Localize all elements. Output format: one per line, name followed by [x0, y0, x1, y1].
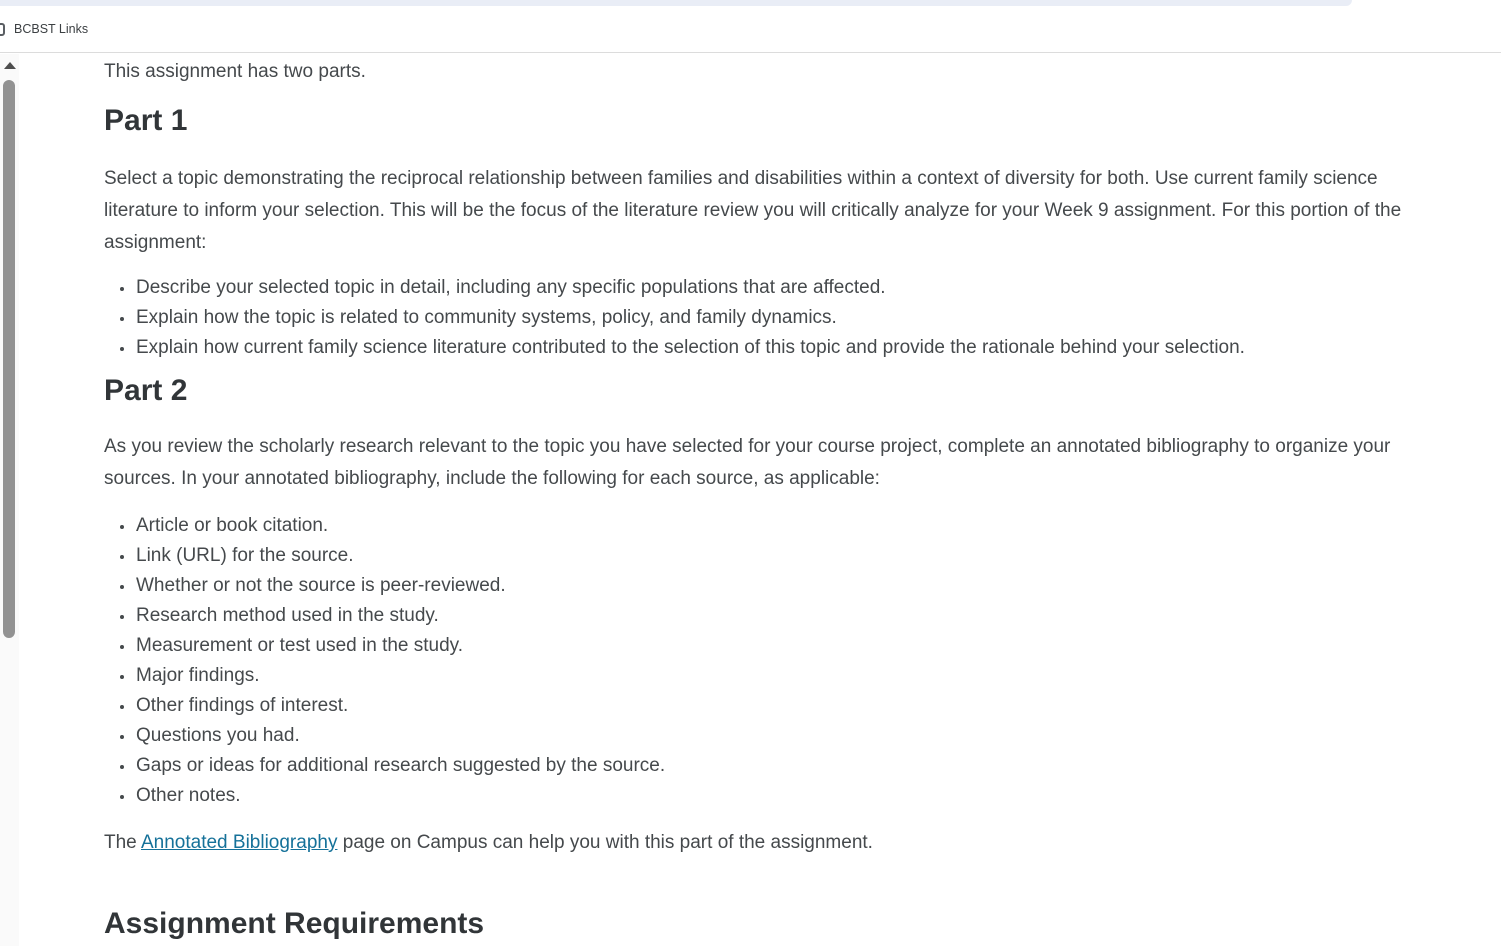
list-item: • Gaps or ideas for additional research suggested by the source. — [135, 751, 1438, 781]
part1-heading: Part 1 — [104, 104, 188, 137]
intro-paragraph: This assignment has two parts. — [104, 61, 366, 82]
campus-note-suffix: page on Campus can help you with this part of the assignment. — [337, 832, 873, 853]
part1-paragraph: Select a topic demonstrating the reciprocal relationship between families and disabilities within a context of diversity for both. Use current family science literature to inform your selection. This will be the focus of the literature review you will critically analyze for your Week 9 assignment. For this portion of the assignment: — [104, 168, 1402, 253]
list-item: • Research method used in the study. — [135, 601, 1438, 631]
scroll-up-arrow-icon[interactable] — [4, 62, 16, 69]
list-item: • Other findings of interest. — [135, 691, 1438, 721]
list-item: • Whether or not the source is peer-reviewed. — [135, 571, 1438, 601]
list-item: • Other notes. — [135, 781, 1438, 811]
annotated-bibliography-link[interactable]: Annotated Bibliography — [140, 832, 338, 853]
list-item: • Explain how the topic is related to community systems, policy, and family dynamics. — [135, 303, 1438, 333]
campus-note-paragraph — [104, 827, 1438, 859]
scrollbar-thumb[interactable] — [3, 80, 15, 638]
list-item: • Explain how current family science literature contributed to the selection of this topic and provide the rationale behind your selection. — [135, 333, 1438, 363]
assignment-requirements-heading: Assignment Requirements — [104, 907, 485, 940]
bookmark-label: BCBST Links — [14, 22, 89, 36]
campus-note-prefix: The — [104, 832, 141, 853]
assignment-document — [104, 54, 1438, 942]
part2-paragraph: As you review the scholarly research relevant to the topic you have selected for your course project, complete an annotated bibliography to organize your sources. In your annotated bibliography, include the following for each source, as applicable: — [104, 436, 1391, 489]
list-item: • Major findings. — [135, 661, 1438, 691]
part2-heading: Part 2 — [104, 374, 188, 407]
list-item: • Measurement or test used in the study. — [135, 631, 1438, 661]
list-item: • Article or book citation. — [135, 511, 1438, 541]
list-item: • Link (URL) for the source. — [135, 541, 1438, 571]
part1-bullet-list — [104, 273, 1438, 363]
bookmarks-bar — [0, 6, 1501, 53]
list-item: • Describe your selected topic in detail, including any specific populations that are affected. — [135, 273, 1438, 303]
vertical-scrollbar[interactable] — [0, 54, 19, 946]
bookmark-bcbst-links[interactable] — [0, 22, 88, 36]
part2-bullet-list — [104, 511, 1438, 811]
list-item: • Questions you had. — [135, 721, 1438, 751]
bookmark-folder-icon — [0, 23, 5, 36]
